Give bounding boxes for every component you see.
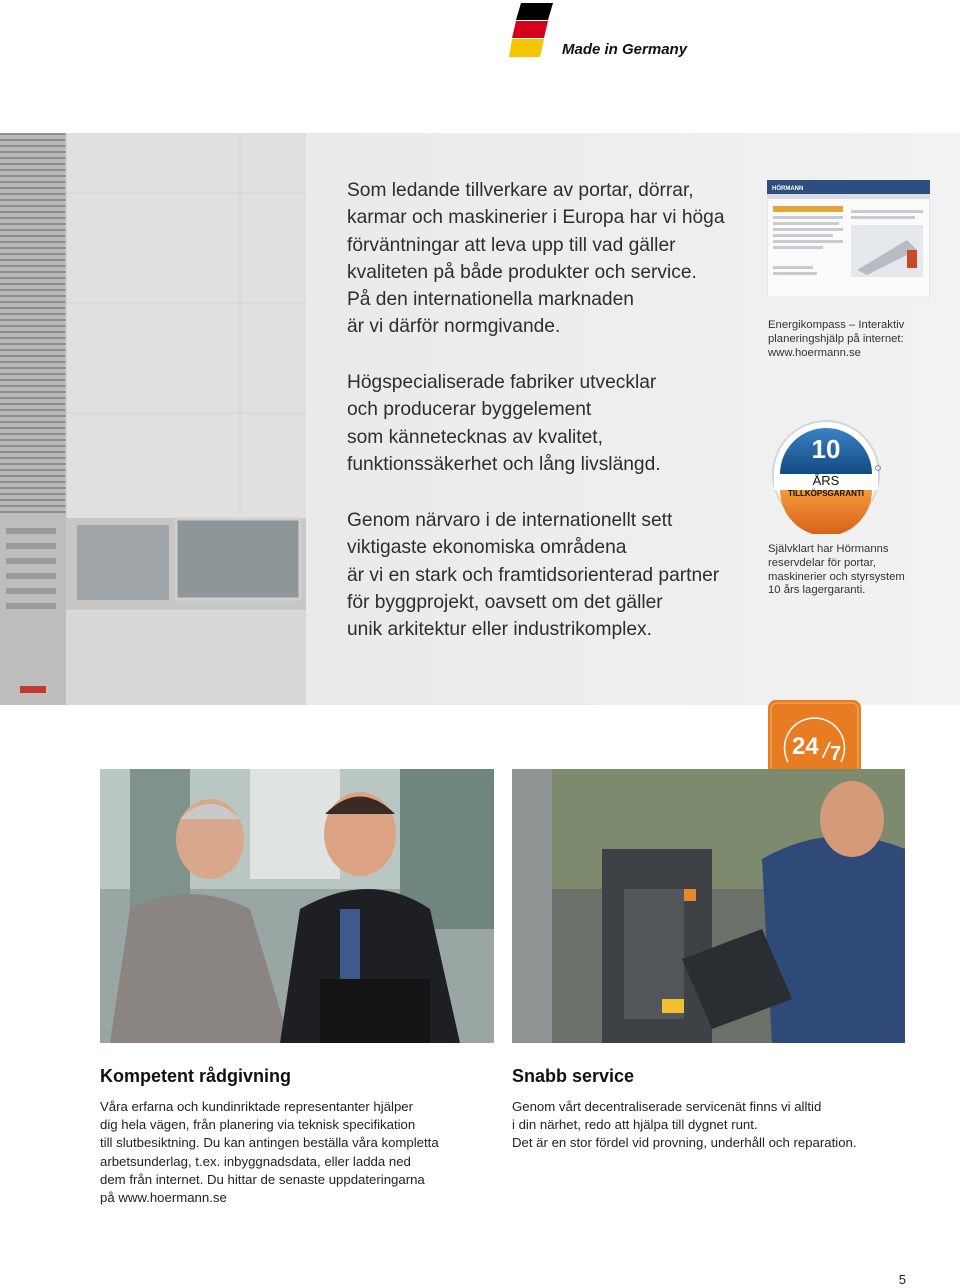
badge-years-number: 10 <box>811 434 841 464</box>
service-section-body <box>512 1098 932 1153</box>
text-line: till slutbesiktning. Du kan antingen beställa våra kompletta <box>100 1135 439 1151</box>
intro-paragraph-2 <box>347 369 747 478</box>
text-line: dem från internet. Du hittar de senaste uppdateringarna <box>100 1171 425 1187</box>
text-line: arbetsunderlag, t.ex. inbyggnadsdata, eller ladda ned <box>100 1153 411 1169</box>
text-line: planeringshjälp på internet: <box>768 332 904 345</box>
text-line: maskinerier och styrsystem <box>768 570 905 583</box>
text-line: 10 års lagergaranti. <box>768 584 866 597</box>
intro-paragraph-1 <box>347 177 747 341</box>
badge-years-unit: ÅRS <box>812 473 840 488</box>
text-line: och producerar byggelement <box>347 399 592 421</box>
text-line: för byggprojekt, oavsett om det gäller <box>347 591 663 613</box>
service-technician-photo <box>512 769 905 1043</box>
text-line: karmar och maskinerier i Europa har vi höga <box>347 207 725 229</box>
text-line: förväntningar att leva upp till vad gäller <box>347 234 676 256</box>
energikompass-screenshot <box>767 180 930 304</box>
text-line[interactable]: på www.hoermann.se <box>100 1190 227 1206</box>
consult-section-body <box>100 1098 500 1207</box>
text-line: På den internationella marknaden <box>347 289 634 311</box>
german-flag-icon <box>509 3 553 57</box>
text-line: är vi en stark och framtidsorienterad partner <box>347 564 720 586</box>
text-line[interactable]: www.hoermann.se <box>768 346 861 359</box>
intro-paragraph-3 <box>347 507 747 643</box>
text-line: reservdelar för portar, <box>768 556 876 569</box>
reserve-parts-caption <box>768 543 938 598</box>
page-number: 5 <box>898 1272 906 1287</box>
text-line: Våra erfarna och kundinriktade representanter hjälper <box>100 1099 414 1114</box>
screenshot-brand: HÖRMANN <box>772 186 804 192</box>
ten-year-guarantee-badge <box>768 418 884 534</box>
text-line: Självklart har Hörmanns <box>768 543 889 555</box>
text-line: är vi därför normgivande. <box>347 316 561 338</box>
text-line: funktionssäkerhet och lång livslängd. <box>347 453 661 475</box>
text-line: Energikompass – Interaktiv <box>768 319 905 331</box>
text-line: Högspecialiserade fabriker utvecklar <box>347 372 657 393</box>
energikompass-caption <box>768 319 938 360</box>
made-in-germany-label: Made in Germany <box>562 41 688 58</box>
text-line: viktigaste ekonomiska områdena <box>347 537 627 559</box>
text-line: dig hela vägen, från planering via teknisk specifikation <box>100 1117 416 1133</box>
service-hours: 24 <box>792 733 819 760</box>
text-line: Genom vårt decentraliserade servicenät finns vi alltid <box>512 1099 822 1114</box>
text-line: unik arkitektur eller industrikomplex. <box>347 619 652 641</box>
svg-text:/: / <box>823 738 830 763</box>
text-line: Som ledande tillverkare av portar, dörrar, <box>347 180 694 201</box>
text-line: i din närhet, redo att hjälpa till dygnet runt. <box>512 1117 758 1133</box>
text-line: Genom närvaro i de internationellt sett <box>347 510 673 531</box>
service-section-title: Snabb service <box>512 1066 635 1086</box>
badge-years-label: TILLKÖPSGARANTI <box>788 489 864 498</box>
text-line: kvaliteten på både produkter och service. <box>347 261 697 283</box>
service-days: 7 <box>830 743 842 765</box>
consult-section-title: Kompetent rådgivning <box>100 1066 292 1086</box>
text-line: Det är en stor fördel vid provning, underhåll och reparation. <box>512 1135 857 1151</box>
text-line: som kännetecknas av kvalitet, <box>347 426 603 448</box>
consultation-handshake-photo <box>100 769 494 1043</box>
